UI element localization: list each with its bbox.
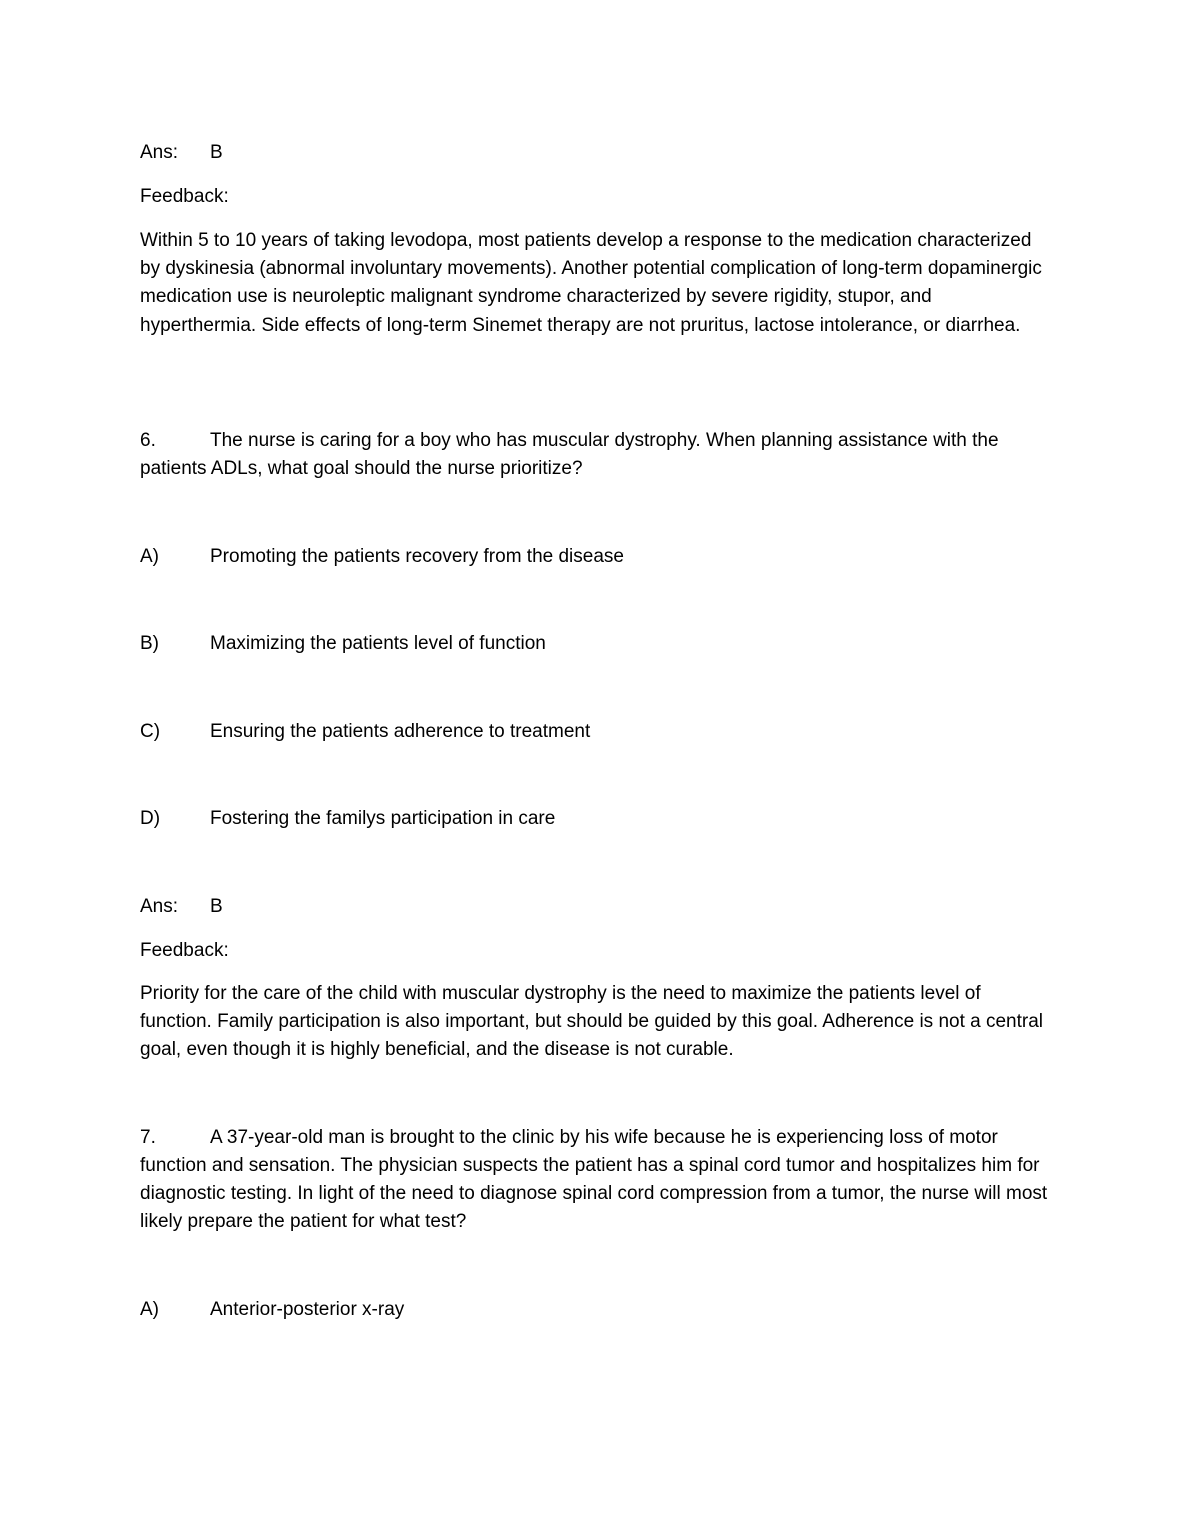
option-c <box>140 718 590 746</box>
option-letter: A) <box>140 546 159 567</box>
question-stem-continued: patients ADLs, what goal should the nurse prioritize? <box>140 458 583 479</box>
answer-label: Ans: <box>140 896 179 917</box>
question-stem-text: A 37-year-old man is brought to the clinic by his wife because he is experiencing loss of motor <box>210 1127 998 1148</box>
answer-line <box>140 893 223 921</box>
answer-value: B <box>210 896 223 917</box>
option-text: Maximizing the patients level of function <box>210 633 546 654</box>
option-text: Promoting the patients recovery from the disease <box>210 546 624 567</box>
feedback-label: Feedback: <box>140 186 229 207</box>
option-letter: A) <box>140 1299 159 1320</box>
question-number: 7. <box>140 1127 156 1148</box>
option-text: Fostering the familys participation in care <box>210 808 556 829</box>
feedback-text: Priority for the care of the child with muscular dystrophy is the need to maximize the patients level of function. Family participation is also important, but should be guided by this goal. Adherence is not a central goal, even though it is highly beneficial, and the disease is not curable. <box>140 983 1044 1061</box>
question-stem-first-line <box>140 427 999 455</box>
answer-line <box>140 139 223 167</box>
question-stem-continued: function and sensation. The physician suspects the patient has a spinal cord tumor and hospitalizes him for diagnostic testing. In light of the need to diagnose spinal cord compression from a tumor, the nurse will most likely prepare the patient for what test? <box>140 1155 1048 1233</box>
option-a <box>140 1296 404 1324</box>
option-text: Anterior-posterior x-ray <box>210 1299 405 1320</box>
option-b <box>140 630 546 658</box>
option-text: Ensuring the patients adherence to treatment <box>210 721 591 742</box>
option-d <box>140 805 555 833</box>
feedback-label: Feedback: <box>140 940 229 961</box>
answer-label: Ans: <box>140 142 179 163</box>
feedback-text: Within 5 to 10 years of taking levodopa, most patients develop a response to the medication characterized by dyskinesia (abnormal involuntary movements). Another potential complication of long-term dopaminergic medication use is neuroleptic malignant syndrome characterized by severe rigidity, stupor, and hyperthermia. Side effects of long-term Sinemet therapy are not pruritus, lactose intolerance, or diarrhea. <box>140 230 1042 336</box>
option-letter: C) <box>140 721 161 742</box>
option-letter: D) <box>140 808 161 829</box>
option-letter: B) <box>140 633 159 654</box>
question-stem-first-line <box>140 1124 998 1152</box>
question-stem-text: The nurse is caring for a boy who has muscular dystrophy. When planning assistance with the <box>210 430 999 451</box>
question-number: 6. <box>140 430 156 451</box>
answer-value: B <box>210 142 223 163</box>
option-a <box>140 543 624 571</box>
